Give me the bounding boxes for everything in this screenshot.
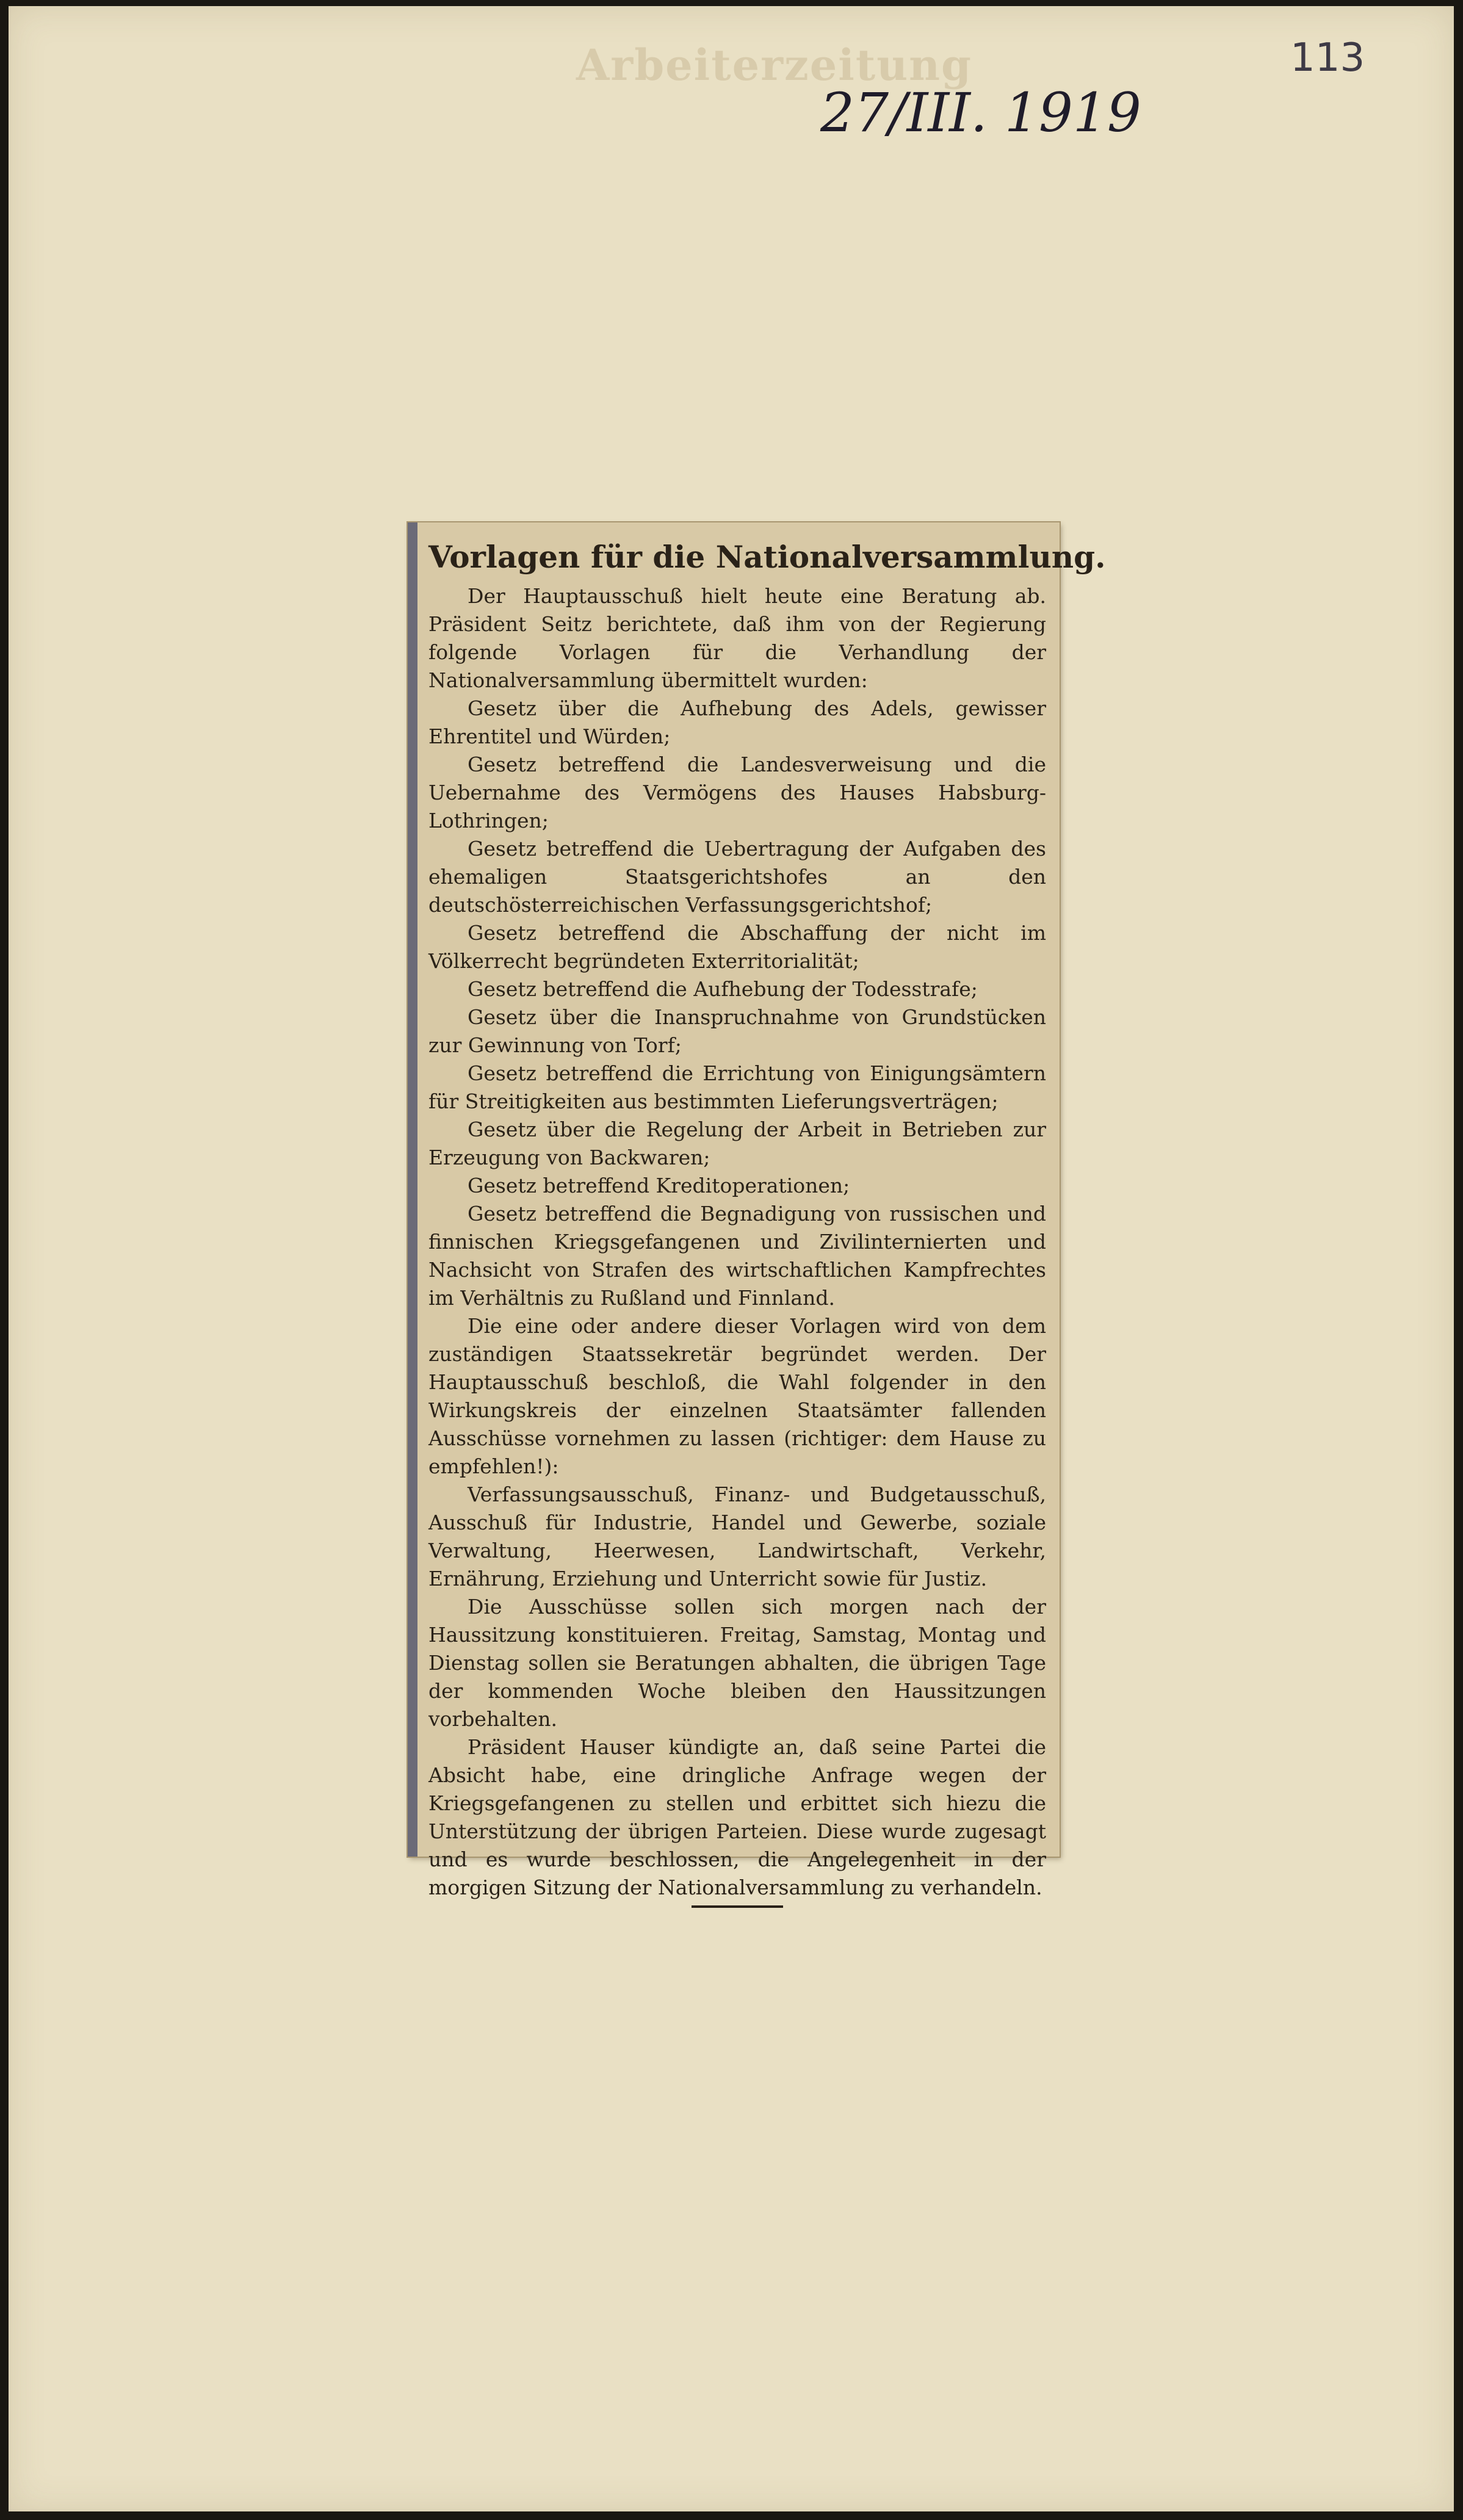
paragraph: Präsident Hauser kündigte an, daß seine Partei die Absicht habe, eine dringliche Anfrage wegen der Kriegsgefangenen zu stellen und erbittet sich hiezu die Unterstützung der übrigen Parteien. Diese wurde zugesagt und es wurde beschlossen, die Angelegenheit in der morgigen Sitzung der Nationalversammlung zu verhandeln.	[428, 1735, 1046, 1899]
clipping-body	[428, 582, 1046, 1902]
paragraph: Gesetz über die Regelung der Arbeit in Betrieben zur Erzeugung von Backwaren;	[428, 1117, 1046, 1169]
end-rule	[692, 1905, 783, 1908]
clipping-content	[428, 536, 1106, 1908]
clipping-headline: Vorlagen für die Nationalversammlung.	[428, 539, 1106, 575]
paragraph: Gesetz über die Aufhebung des Adels, gewisser Ehrentitel und Würden;	[428, 696, 1046, 748]
paragraph: Die eine oder andere dieser Vorlagen wird von dem zuständigen Staatssekretär begründet werden. Der Hauptausschuß beschloß, die Wahl folgender in den Wirkungskreis der einzelnen Staatsämter fallenden Ausschüsse vornehmen zu lassen (richtiger: dem Hause zu empfehlen!):	[428, 1314, 1046, 1478]
clipping-edge	[408, 522, 417, 1857]
folio-number: 113	[1290, 35, 1365, 81]
paragraph: Die Ausschüsse sollen sich morgen nach der Haussitzung konstituieren. Freitag, Samstag, Montag und Dienstag sollen sie Beratungen abhalten, die übrigen Tage der kommenden Woche bleiben den Haussitzungen vorbehalten.	[428, 1595, 1046, 1731]
handwritten-date: 27/III. 1919	[820, 81, 1141, 144]
paragraph: Gesetz über die Inanspruchnahme von Grundstücken zur Gewinnung von Torf;	[428, 1005, 1046, 1057]
paragraph: Gesetz betreffend die Uebertragung der Aufgaben des ehemaligen Staatsgerichtshofes an den deutschösterreichischen Verfassungsgerichtshof;	[428, 837, 1046, 917]
paragraph: Gesetz betreffend die Errichtung von Einigungsämtern für Streitigkeiten aus bestimmten Lieferungsverträgen;	[428, 1061, 1046, 1113]
paragraph: Verfassungsausschuß, Finanz- und Budgetausschuß, Ausschuß für Industrie, Handel und Gewerbe, soziale Verwaltung, Heerwesen, Landwirtschaft, Verkehr, Ernährung, Erziehung und Unterricht sowie für Justiz.	[428, 1482, 1046, 1590]
paragraph: Gesetz betreffend Kreditoperationen;	[468, 1174, 850, 1197]
newspaper-stamp: Arbeiterzeitung	[576, 40, 972, 90]
paragraph: Der Hauptausschuß hielt heute eine Beratung ab. Präsident Seitz berichtete, daß ihm von der Regierung folgende Vorlagen für die Verhandlung der Nationalversammlung übermittelt wurden:	[428, 584, 1046, 692]
paragraph: Gesetz betreffend die Aufhebung der Todesstrafe;	[468, 977, 978, 1001]
paragraph: Gesetz betreffend die Abschaffung der nicht im Völkerrecht begründeten Exterritorialität;	[428, 921, 1046, 973]
paragraph: Gesetz betreffend die Begnadigung von russischen und finnischen Kriegsgefangenen und Zivilinternierten und Nachsicht von Strafen des wirtschaftlichen Kampfrechtes im Verhältnis zu Rußland und Finnland.	[428, 1202, 1046, 1310]
paragraph: Gesetz betreffend die Landesverweisung und die Uebernahme des Vermögens des Hauses Habsburg-Lothringen;	[428, 753, 1046, 832]
newspaper-clipping	[408, 522, 1106, 1899]
